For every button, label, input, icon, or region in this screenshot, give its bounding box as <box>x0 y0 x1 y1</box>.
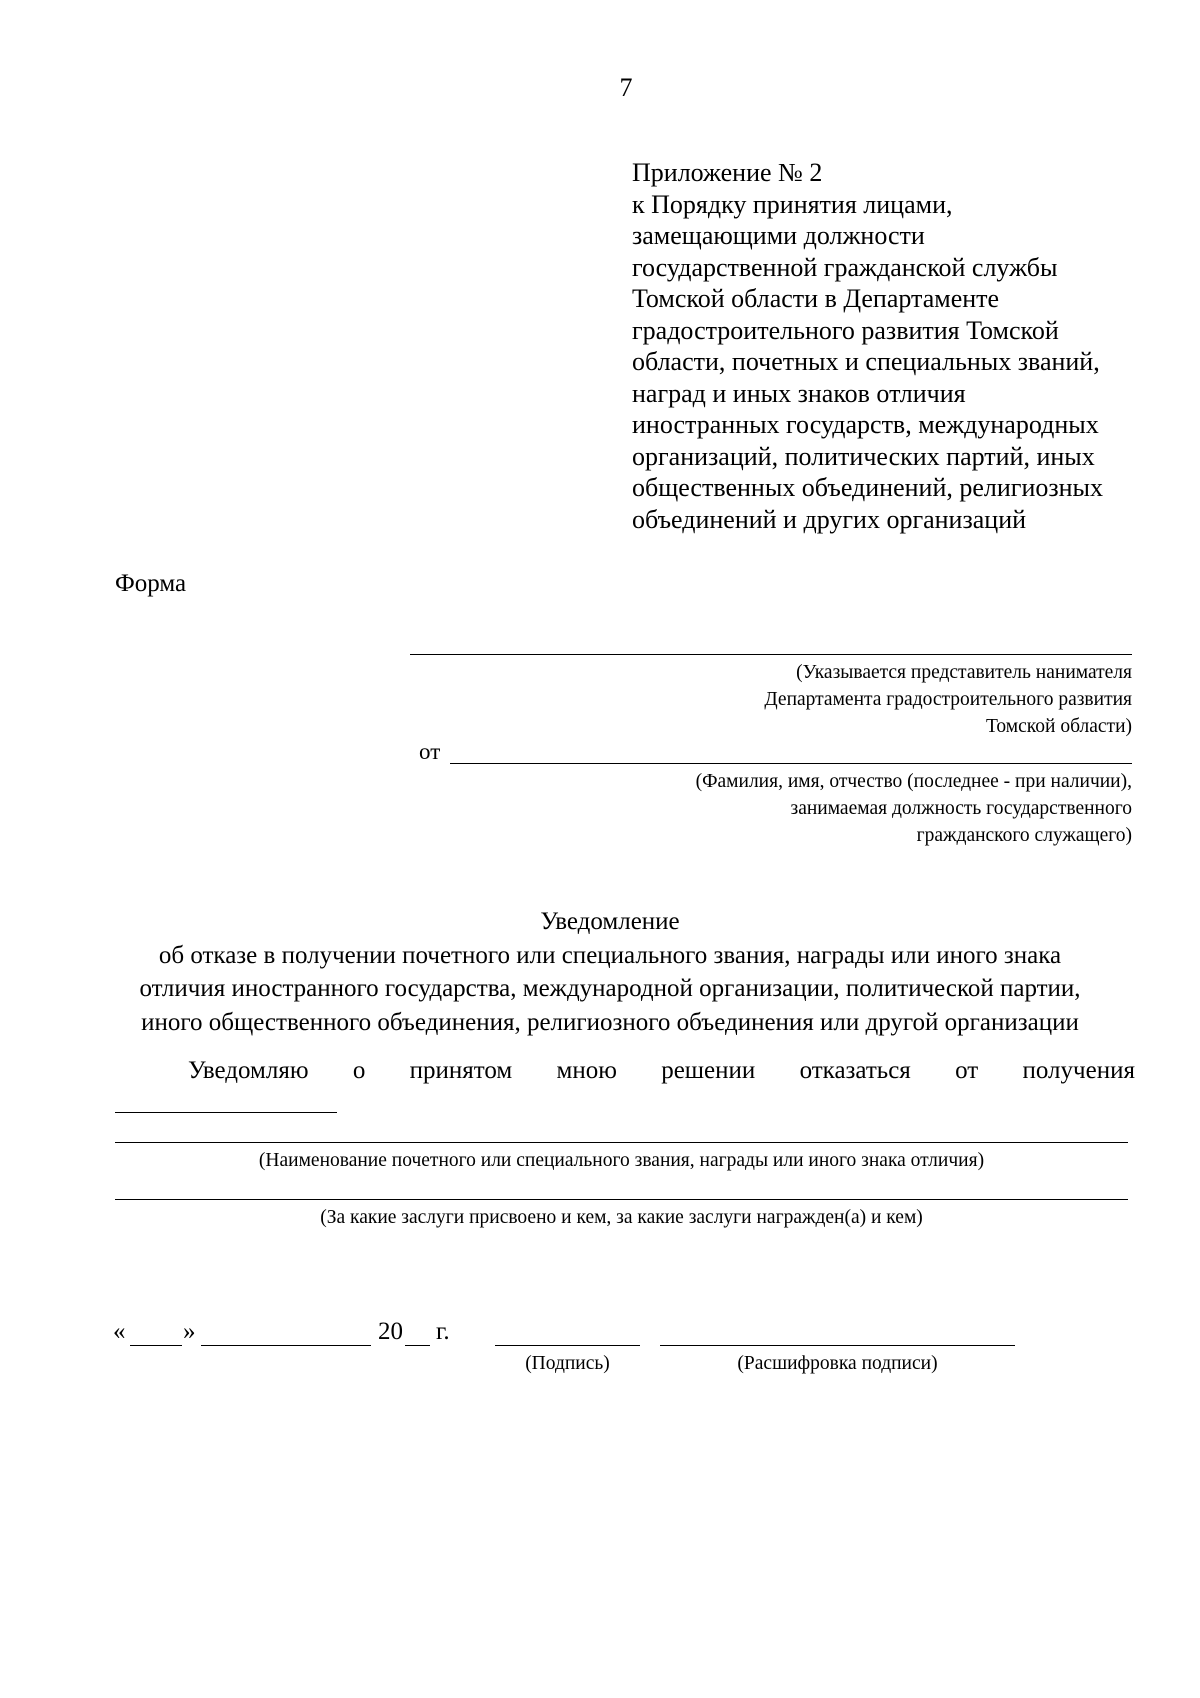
sender-prefix: от <box>419 739 441 764</box>
appendix-line: Томской области в Департаменте <box>632 284 1000 313</box>
merits-field-line[interactable] <box>115 1199 1128 1200</box>
signature-caption: (Подпись) <box>525 1353 610 1374</box>
body-word: о <box>352 1057 366 1084</box>
date-month-field[interactable] <box>201 1345 371 1346</box>
recipient-caption-line: Департамента градостроительного развития <box>764 689 1132 710</box>
award-caption: (Наименование почетного или специального звания, награды или иного знака отличия) <box>258 1150 985 1171</box>
appendix-line: организаций, политических партий, иных <box>632 441 1095 471</box>
body-word: от <box>955 1057 979 1084</box>
appendix-line: градостроительного развития Томской <box>632 315 1059 345</box>
signature-field-line[interactable] <box>495 1345 640 1346</box>
date-day-field[interactable] <box>130 1345 182 1346</box>
body-word: отказаться <box>799 1057 911 1084</box>
notice-title <box>110 905 1110 1039</box>
date-quote-close: » <box>183 1318 196 1345</box>
appendix-line: области, почетных и специальных званий, <box>632 347 1100 376</box>
appendix-line: иностранных государств, международных <box>632 410 1099 439</box>
sender-caption-line: занимаемая должность государственного <box>790 798 1132 819</box>
body-word: получения <box>1022 1057 1135 1084</box>
date-year-suffix: г. <box>436 1318 450 1345</box>
notice-subtitle-line: отличия иностранного государства, международной организации, политической партии, <box>139 975 1081 1002</box>
sender-caption <box>696 768 1132 849</box>
body-word: решении <box>661 1057 756 1084</box>
appendix-block <box>632 157 1192 535</box>
recipient-caption-line: Томской области) <box>985 716 1132 737</box>
body-word: мною <box>556 1057 617 1084</box>
body-word: Уведомляю <box>188 1057 309 1084</box>
form-label: Форма <box>115 570 187 597</box>
appendix-line: объединений и других организаций <box>632 504 1027 534</box>
award-field-line-short[interactable] <box>115 1112 337 1113</box>
sender-caption-line: (Фамилия, имя, отчество (последнее - при наличии), <box>695 771 1132 792</box>
recipient-caption-line: (Указывается представитель нанимателя <box>796 662 1132 683</box>
body-word: принятом <box>409 1057 513 1084</box>
appendix-line: наград и иных знаков отличия <box>632 378 966 408</box>
merits-caption: (За какие заслуги присвоено и кем, за какие заслуги награжден(а) и кем) <box>320 1207 923 1228</box>
recipient-field-line[interactable] <box>410 654 1132 655</box>
appendix-line: Приложение № 2 <box>632 158 823 187</box>
appendix-line: государственной гражданской службы <box>632 252 1058 282</box>
recipient-caption <box>764 659 1132 740</box>
appendix-line: к Порядку принятия лицами, <box>632 189 953 219</box>
notice-subtitle-line: иного общественного объединения, религиозного объединения или другой организации <box>141 1008 1079 1036</box>
notice-subtitle-line: об отказе в получении почетного или специального звания, награды или иного знака <box>158 941 1062 969</box>
sender-caption-line: гражданского служащего) <box>916 825 1132 846</box>
notice-body-text <box>188 1057 1135 1085</box>
sender-field-line[interactable] <box>450 763 1132 764</box>
appendix-line: замещающими должности <box>632 221 925 250</box>
notice-heading: Уведомление <box>540 908 680 935</box>
signature-decoding-caption: (Расшифровка подписи) <box>737 1353 938 1374</box>
date-year-prefix: 20 <box>378 1318 403 1345</box>
date-year-field[interactable] <box>405 1345 430 1346</box>
date-quote-open: « <box>113 1318 126 1345</box>
signature-decoding-field-line[interactable] <box>660 1345 1015 1346</box>
page-number: 7 <box>619 73 633 102</box>
appendix-line: общественных объединений, религиозных <box>632 473 1104 502</box>
award-field-line[interactable] <box>115 1142 1128 1143</box>
